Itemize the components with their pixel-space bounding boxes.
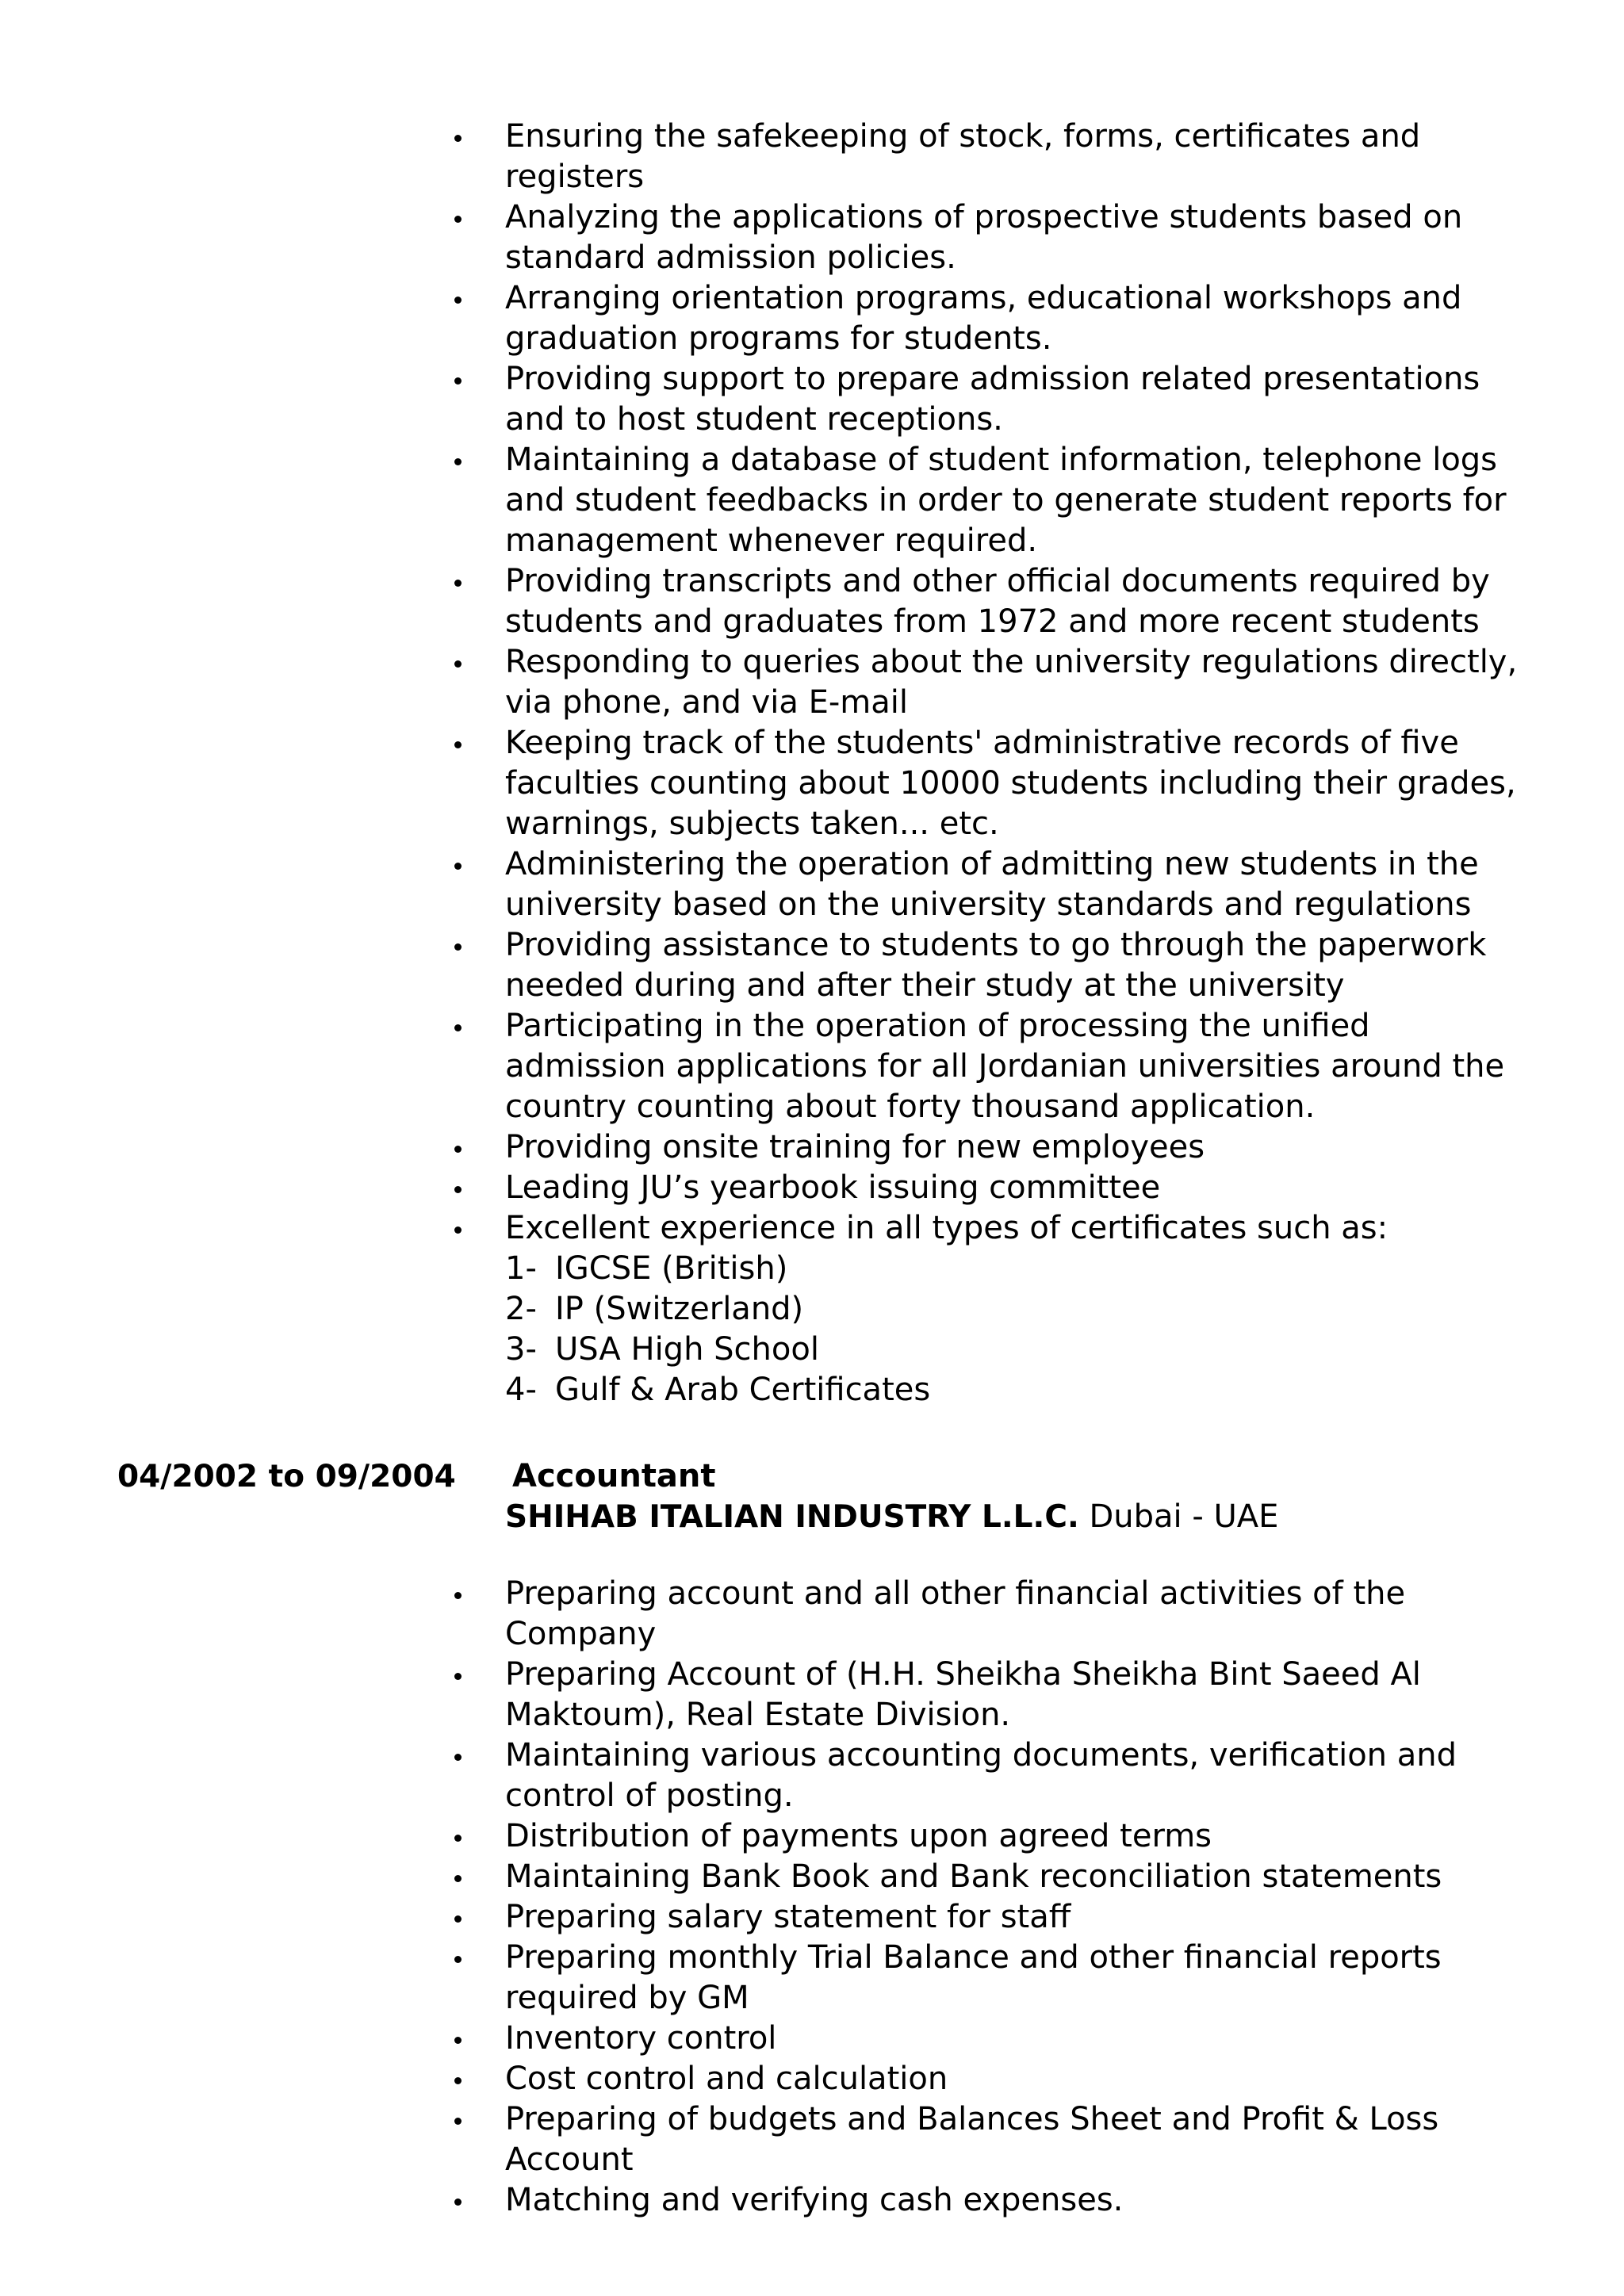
company-name: SHIHAB ITALIAN INDUSTRY L.L.C. — [505, 1499, 1079, 1535]
certificate-item — [505, 1370, 1528, 1410]
bullet-icon — [454, 741, 462, 748]
bullet-icon — [454, 2077, 462, 2084]
duty-item — [505, 1735, 1528, 1816]
duty-item — [505, 1938, 1528, 2019]
duty-item — [505, 723, 1528, 844]
job-date-range: 04/2002 to 09/2004 — [117, 1459, 456, 1494]
certificate-number: 2- — [505, 1291, 537, 1327]
duty-text: Responding to queries about the university regulations directly, via phone, and via E-mail — [505, 644, 1518, 721]
bullet-icon — [454, 1875, 462, 1882]
bullet-icon — [454, 1592, 462, 1599]
duty-text: Keeping track of the students' administrative records of five faculties counting about 10000 students including their grades, warnings, subjects taken... etc. — [505, 725, 1516, 842]
duty-text: Providing transcripts and other official documents required by students and graduates from 1972 and more recent students — [505, 563, 1490, 640]
bullet-icon — [454, 2198, 462, 2206]
bullet-icon — [454, 1915, 462, 1923]
duty-text: Administering the operation of admitting new students in the university based on the university standards and regulations — [505, 846, 1479, 923]
duty-item — [505, 1168, 1528, 1208]
duty-text: Analyzing the applications of prospective students based on standard admission policies. — [505, 199, 1463, 276]
duty-item — [505, 1897, 1528, 1938]
duty-item — [505, 1006, 1528, 1127]
duty-item — [505, 1208, 1528, 1410]
bullet-icon — [454, 216, 462, 223]
duty-item — [505, 278, 1528, 359]
duty-item — [505, 2099, 1528, 2180]
duty-text: Cost control and calculation — [505, 2061, 948, 2097]
certificate-number: 3- — [505, 1331, 537, 1368]
duty-item — [505, 117, 1528, 197]
duty-text: Maintaining various accounting documents, verification and control of posting. — [505, 1737, 1457, 1814]
bullet-icon — [454, 580, 462, 587]
duty-item — [505, 642, 1528, 723]
duty-text: Inventory control — [505, 2020, 777, 2057]
duty-text: Leading JU’s yearbook issuing committee — [505, 1169, 1161, 1206]
accountant-duty-list — [505, 1574, 1528, 2221]
duty-item — [505, 2059, 1528, 2099]
bullet-icon — [454, 1673, 462, 1680]
duty-item — [505, 440, 1528, 561]
duty-text: Preparing salary statement for staff — [505, 1899, 1071, 1935]
duty-item — [505, 925, 1528, 1006]
bullet-icon — [454, 660, 462, 668]
bullet-icon — [454, 1835, 462, 1842]
bullet-icon — [454, 1956, 462, 1963]
certificate-number: 1- — [505, 1250, 537, 1287]
bullet-icon — [454, 863, 462, 870]
duty-text: Arranging orientation programs, educational workshops and graduation programs for students. — [505, 280, 1462, 357]
duty-text: Providing assistance to students to go through the paperwork needed during and after their study at the university — [505, 927, 1487, 1004]
duty-text: Excellent experience in all types of certificates such as: — [505, 1210, 1388, 1246]
previous-role-duty-list — [505, 117, 1528, 1410]
bullet-icon — [454, 377, 462, 385]
duty-item — [505, 1816, 1528, 1857]
certificate-number: 4- — [505, 1372, 537, 1408]
duty-item — [505, 1574, 1528, 1655]
duty-text: Maintaining Bank Book and Bank reconciliation statements — [505, 1858, 1442, 1895]
bullet-icon — [454, 2037, 462, 2044]
duty-text: Matching and verifying cash expenses. — [505, 2182, 1124, 2218]
duty-text: Preparing of budgets and Balances Sheet and Profit & Loss Account — [505, 2101, 1439, 2178]
duty-item — [505, 1127, 1528, 1168]
company-location: Dubai - UAE — [1078, 1498, 1279, 1535]
job-title: Accountant — [512, 1458, 716, 1494]
duty-item — [505, 844, 1528, 925]
duty-text: Providing onsite training for new employees — [505, 1129, 1205, 1165]
certificate-item — [505, 1249, 1528, 1289]
duty-text: Preparing account and all other financial activities of the Company — [505, 1575, 1406, 1652]
bullet-icon — [454, 1754, 462, 1761]
employer-line — [505, 1497, 1278, 1537]
bullet-icon — [454, 1226, 462, 1234]
duty-item — [505, 197, 1528, 278]
duty-text: Preparing Account of (H.H. Sheikha Sheikha Bint Saeed Al Maktoum), Real Estate Division. — [505, 1656, 1421, 1733]
duty-text: Preparing monthly Trial Balance and other financial reports required by GM — [505, 1939, 1442, 2016]
duty-item — [505, 359, 1528, 440]
certificate-list — [505, 1249, 1528, 1410]
duty-text: Participating in the operation of processing the unified admission applications for all Jordanian universities around the country counting about forty thousand application. — [505, 1008, 1505, 1125]
certificate-item — [505, 1289, 1528, 1330]
certificate-label: Gulf & Arab Certificates — [555, 1372, 931, 1408]
certificate-label: USA High School — [555, 1331, 819, 1368]
bullet-icon — [454, 1146, 462, 1153]
duty-text: Providing support to prepare admission related presentations and to host student receptions. — [505, 361, 1480, 438]
certificate-label: IGCSE (British) — [555, 1250, 788, 1287]
bullet-icon — [454, 297, 462, 304]
bullet-icon — [454, 943, 462, 951]
bullet-icon — [454, 135, 462, 142]
duty-item — [505, 1857, 1528, 1897]
duty-item — [505, 1655, 1528, 1735]
bullet-icon — [454, 1024, 462, 1031]
bullet-icon — [454, 1186, 462, 1193]
certificate-item — [505, 1330, 1528, 1370]
bullet-icon — [454, 458, 462, 465]
duty-text: Maintaining a database of student information, telephone logs and student feedbacks in order to generate student reports for management whenever required. — [505, 442, 1507, 559]
duty-item — [505, 561, 1528, 642]
certificate-label: IP (Switzerland) — [555, 1291, 804, 1327]
duty-text: Ensuring the safekeeping of stock, forms, certificates and registers — [505, 118, 1421, 195]
duty-text: Distribution of payments upon agreed terms — [505, 1818, 1212, 1854]
duty-item — [505, 2180, 1528, 2221]
bullet-icon — [454, 2118, 462, 2125]
duty-item — [505, 2019, 1528, 2059]
